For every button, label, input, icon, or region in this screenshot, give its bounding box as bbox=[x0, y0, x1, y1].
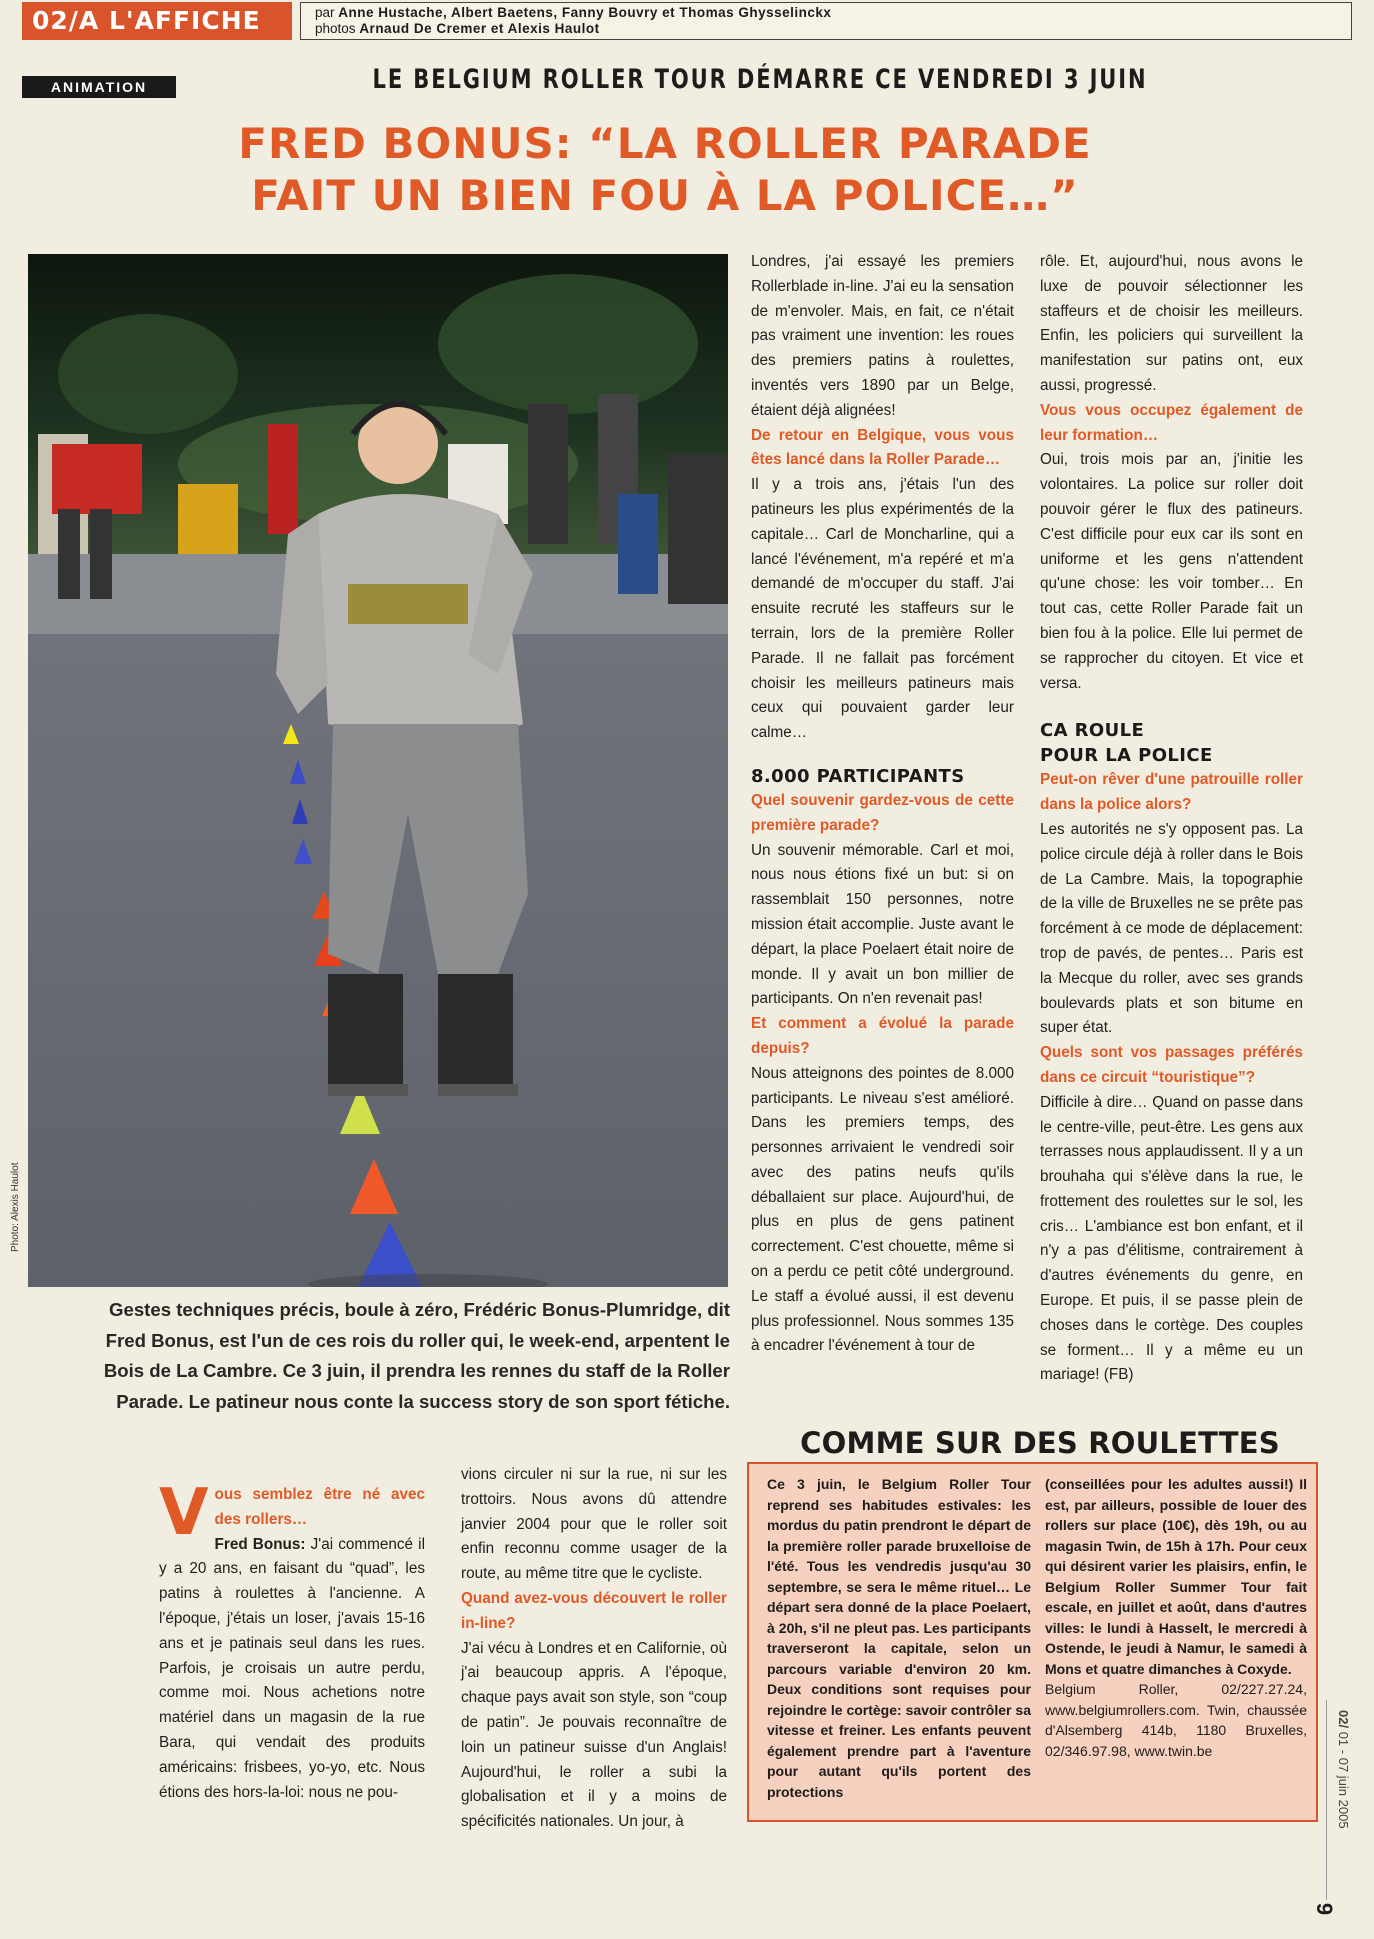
infobox-left-text: Ce 3 juin, le Belgium Roller Tour reprend ses habitudes estivales: les mordus du patin prendront le départ de la première roller parade bruxelloise de l'été. Tous les vendredis jusqu'au 30 septembre, se sera le même rituel… Le départ sera donné de la place Poelaert, à 20h, s'il ne pleut pas. Les participants traverseront la capitale, selon un parcours variable d'environ 20 km. Deux conditions sont requises pour rejoindre le cortège: savoir contrôler sa vitesse et freiner. Les enfants peuvent également prendre part à l'aventure pour autant qu'ils portent des protections bbox=[767, 1476, 1031, 1800]
credits-names: Arnaud De Cremer et Alexis Haulot bbox=[359, 21, 600, 36]
infobox-right-text: (conseillées pour les adultes aussi!) Il est, par ailleurs, possible de louer des rollers sur place (10€), dès 19h, ou au magasin Twin, de 15h à 17h. Pour ceux qui désirent varier les plaisirs, enfin, le Belgium Roller Summer Tour fait escale, en juillet et août, dans d'autres villes: le lundi à Hasselt, le mercredi à Ostende, le jeudi à Namur, le samedi à Mons et quatre dimanches à Coxyde. bbox=[1045, 1476, 1307, 1677]
question: ous semblez être né avec des rollers… bbox=[214, 1486, 425, 1528]
answer-text: Nous atteignons des pointes de 8.000 participants. Le niveau s'est amélioré. Dans les premiers temps, des personnes arrivaient le vendredi soir avec des patins neufs qu'ils déballaient sur place. Aujourd'hui, de plus en plus de gens patinent correctement. C'est chouette, même si on a perdu ce petit côté underground. Le staff a évolué aussi, il est devenu plus professionnel. Nous sommes 135 à encadrer l'événement à tour de bbox=[751, 1064, 1014, 1355]
article-column-2 bbox=[461, 1463, 727, 1835]
page-number: 9 bbox=[1312, 1902, 1337, 1916]
question: Peut-on rêver d'une patrouille roller dans la police alors? bbox=[1040, 771, 1303, 814]
answer-text: Oui, trois mois par an, j'initie les volontaires. La police sur roller doit pouvoir gérer le flux des patineurs. C'est difficile pour eux car ils sont en uniforme et les gens n'attendent qu'une chose: les voir tomber… En tout cas, cette Roller Parade fait un bien fou à la police. Elle lui permet de se rapprocher du citoyen. Et vice et versa. bbox=[1040, 451, 1303, 692]
photo-credit-text: Photo: Alexis Haulot bbox=[10, 1162, 21, 1252]
infobox-title: COMME SUR DES ROULETTES bbox=[800, 1426, 1280, 1460]
subheading bbox=[1040, 718, 1303, 768]
credits-authors bbox=[315, 5, 831, 21]
headline-line-2: FAIT UN BIEN FOU À LA POLICE…” bbox=[251, 171, 1079, 220]
speaker-name: Fred Bonus: bbox=[214, 1535, 306, 1553]
drop-cap: V bbox=[159, 1476, 209, 1550]
answer-continued: rôle. Et, aujourd'hui, nous avons le luxe de pouvoir sélectionner les staffeurs et de choisir les meilleurs. Enfin, les policiers qui surveillent la manifestation sur patins ont, eux aussi, progressé. bbox=[1040, 253, 1303, 394]
infobox-contact: Belgium Roller, 02/227.27.24, www.belgiumrollers.com. Twin, chaussée d'Alsemberg 414b, 1180 Bruxelles, 02/346.97.98, www.twin.be bbox=[1045, 1681, 1307, 1759]
answer-continued: vions circuler ni sur la rue, ni sur les trottoirs. Nous avons dû attendre janvier 2004 pour que le roller soit enfin reconnu comme usager de la route, au même titre que le cycliste. bbox=[461, 1466, 727, 1583]
answer-continued: Londres, j'ai essayé les premiers Rollerblade in-line. J'ai eu la sensation de m'envoler. Mais, en fait, ce n'était pas vraiment une invention: les roues des premiers patins à roulettes, inventés vers 1890 par un Belge, étaient déjà alignées! bbox=[751, 253, 1014, 419]
headline-line-1: FRED BONUS: “LA ROLLER PARADE bbox=[238, 119, 1092, 168]
issue-number: 02/ bbox=[1336, 1710, 1351, 1729]
credits-box bbox=[300, 2, 1352, 40]
infobox bbox=[747, 1462, 1318, 1822]
subheading-line-2: POUR LA POLICE bbox=[1040, 745, 1213, 767]
article-column-1 bbox=[159, 1476, 425, 1805]
issue-date-sidebar bbox=[1323, 1700, 1363, 1900]
article-column-4 bbox=[1040, 250, 1303, 1388]
top-bar bbox=[0, 0, 1374, 45]
question: Quand avez-vous découvert le roller in-line? bbox=[461, 1589, 727, 1632]
answer-text: Les autorités ne s'y opposent pas. La police circule déjà à roller dans le Bois de La Cambre. Mais, la topographie de la ville de Bruxelles ne se prête pas forcément à ce mode de déplacement: trop de pavés, de pentes… Paris est la Mecque du roller, avec ses grands boulevards plats et son bitume en super état. bbox=[1040, 820, 1303, 1037]
answer-text: Un souvenir mémorable. Carl et moi, nous nous étions fixé un but: si on rassemblait 150 personnes, notre mission était accomplie. Juste avant le départ, la place Poelaert était noire de monde. Il y avait un bon millier de participants. On n'en revenait pas! bbox=[751, 841, 1014, 1008]
skater-photo bbox=[28, 254, 728, 1287]
infobox-right bbox=[1045, 1474, 1307, 1761]
question: De retour en Belgique, vous vous êtes lancé dans la Roller Parade… bbox=[751, 426, 1014, 469]
question: Quels sont vos passages préférés dans ce circuit “touristique”? bbox=[1040, 1044, 1303, 1086]
subheading-line-1: CA ROULE bbox=[1040, 720, 1145, 742]
headline bbox=[0, 118, 1330, 222]
credits-prefix: photos bbox=[315, 21, 356, 36]
answer-text: Difficile à dire… Quand on passe dans le centre-ville, peut-être. Les gens aux terrasses nous applaudissent. Il y a un brouhaha qui s'élève dans la rue, le frottement des roulettes sur le sol, les cris… L'ambiance est bon enfant, et il n'y a pas d'élitisme, contrairement à d'autres événements du genre, en Europe. Et puis, il se passe plein de choses dans le cortège. Des couples se forment… Il y a même eu un mariage! (FB) bbox=[1040, 1093, 1303, 1384]
article-column-3 bbox=[751, 250, 1014, 1359]
answer-text: Il y a trois ans, j'étais l'un des patineurs les plus expérimentés de la capitale… Carl de Moncharline, qui a lancé l'événement, m'a repéré et m'a demandé de m'occuper du staff. J'ai ensuite recruté les staffeurs sur le terrain, lors de la première Roller Parade. Il ne fallait pas forcément choisir les meilleurs patineurs mais ceux qui pouvaient garder leur calme… bbox=[751, 476, 1014, 742]
issue-date: 01 - 07 juin 2005 bbox=[1336, 1731, 1351, 1829]
photo-credit bbox=[6, 1152, 26, 1272]
question: Quel souvenir gardez-vous de cette première parade? bbox=[751, 791, 1014, 834]
photo-caption: Gestes techniques précis, boule à zéro, Frédéric Bonus-Plumridge, dit Fred Bonus, est l'un de ces rois du roller qui, le week-end, arpentent le Bois de La Cambre. Ce 3 juin, il prendra les rennes du staff de la Roller Parade. Le patineur nous conte la success story de son sport fétiche. bbox=[103, 1299, 730, 1412]
answer-text: J'ai vécu à Londres et en Californie, où j'ai beaucoup appris. A l'époque, chaque pays avait son style, son “coup de patin”. Je pouvais reconnaître de loin un patineur suisse d'un Anglais! Aujourd'hui, le roller a subi la globalisation et il y a moins de spécificités nationales. Un jour, à bbox=[461, 1639, 727, 1831]
answer-text: J'ai commencé il y a 20 ans, en faisant du “quad”, les patins à roulettes à l'ancienne. A l'époque, j'étais un loser, j'avais 15-16 ans et je patinais seul dans les rues. Parfois, je croisais un autre perdu, comme moi. Nous achetions notre matériel dans un magasin de la rue Bara, qui vendait des produits américains: frisbees, yo-yo, etc. Nous étions des hors-la-loi: nous ne pou- bbox=[159, 1535, 425, 1801]
question: Vous vous occupez également de leur formation… bbox=[1040, 401, 1303, 444]
section-tag: 02/A L'AFFICHE bbox=[22, 2, 292, 40]
credits-photos bbox=[315, 21, 600, 37]
subheading: 8.000 PARTICIPANTS bbox=[751, 765, 965, 787]
credits-prefix: par bbox=[315, 5, 335, 20]
kicker: LE BELGIUM ROLLER TOUR DÉMARRE CE VENDREDI 3 JUIN bbox=[372, 64, 1148, 95]
question: Et comment a évolué la parade depuis? bbox=[751, 1015, 1014, 1057]
credits-names: Anne Hustache, Albert Baetens, Fanny Bouvry et Thomas Ghysselinckx bbox=[338, 5, 832, 20]
rubric-label: ANIMATION bbox=[22, 76, 176, 98]
